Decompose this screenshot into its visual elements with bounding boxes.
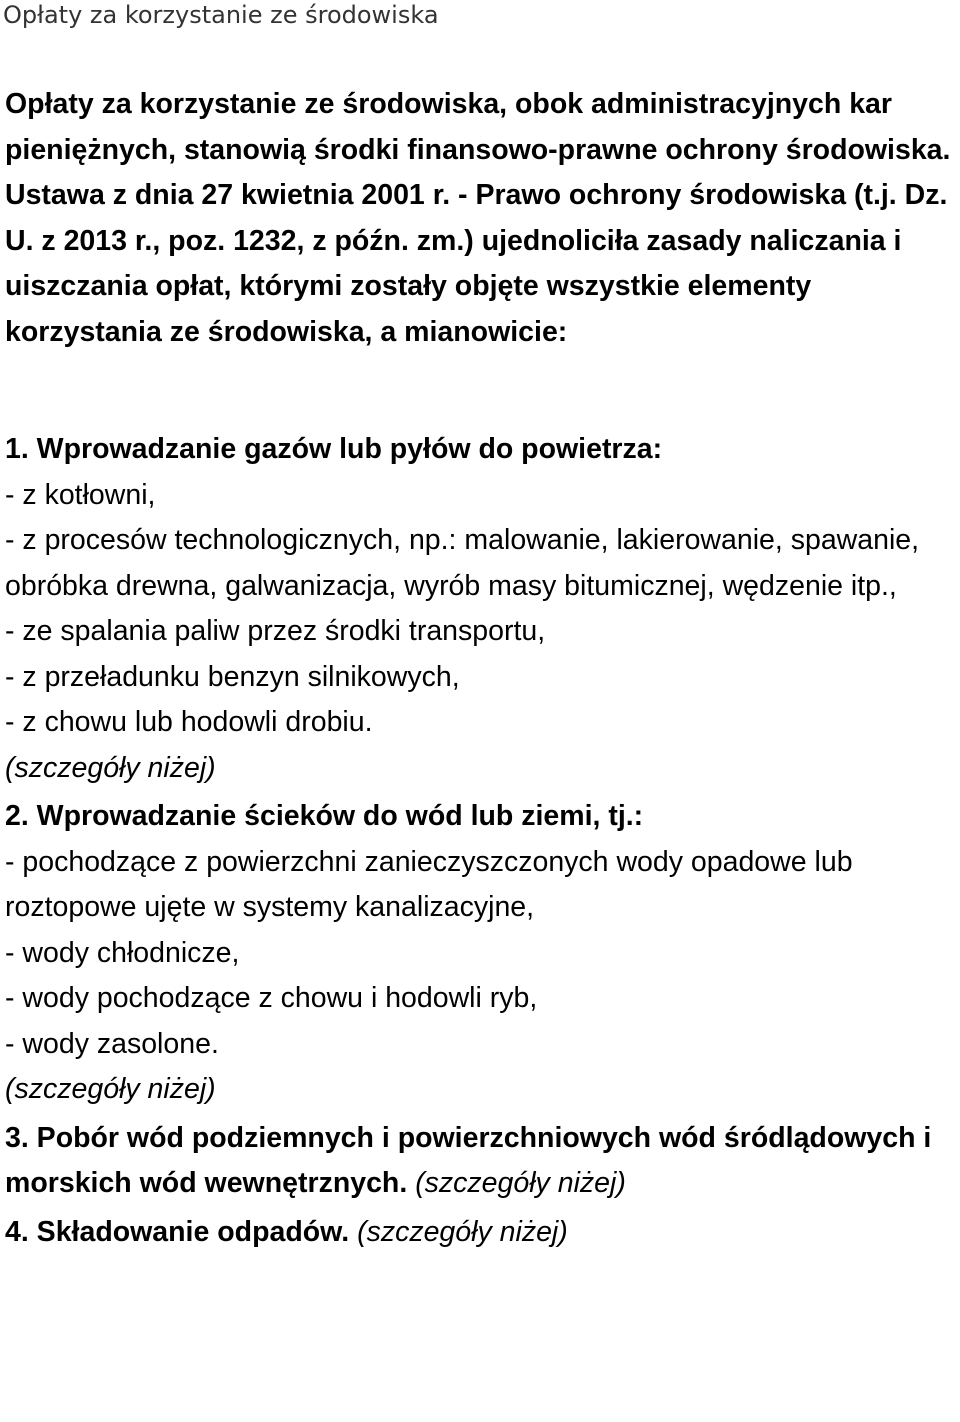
section-heading: 3. Pobór wód podziemnych i powierzchniowych wód śródlądowych i morskich wód wewnętrznych. [5, 1121, 932, 1199]
document-body [5, 82, 960, 1255]
intro-paragraph: Opłaty za korzystanie ze środowiska, obok administracyjnych kar pieniężnych, stanowią środki finansowo-prawne ochrony środowiska. Ustawa z dnia 27 kwietnia 2001 r. - Prawo ochrony środowiska (t.j. Dz. U. z 2013 r., poz. 1232, z późn. zm.) ujednoliciła zasady naliczania i uiszczania opłat, którymi zostały objęte wszystkie elementy korzystania ze środowiska, a mianowicie: [5, 88, 951, 348]
list-item: - wody zasolone. [5, 1027, 219, 1060]
list-item: - ze spalania paliw przez środki transportu, [5, 615, 546, 647]
list-item: - pochodzące z powierzchni zanieczyszczonych wody opadowe lub roztopowe ujęte w systemy kanalizacyjne, [5, 845, 853, 923]
details-link[interactable]: (szczegóły niżej) [5, 1073, 216, 1105]
details-link[interactable]: (szczegóły niżej) [5, 751, 216, 784]
section-heading: 2. Wprowadzanie ścieków do wód lub ziemi, tj.: [5, 800, 644, 832]
details-link[interactable]: (szczegóły niżej) [415, 1167, 626, 1199]
list-item: - z chowu lub hodowli drobiu. [5, 706, 373, 738]
details-link[interactable]: (szczegóły niżej) [357, 1215, 568, 1248]
list-item: - z procesów technologicznych, np.: malowanie, lakierowanie, spawanie, obróbka drewna, galwanizacja, wyrób masy bitumicznej, wędzenie itp., [5, 524, 920, 602]
list-item: - wody chłodnicze, [5, 936, 240, 969]
section-heading: 4. Składowanie odpadów. [5, 1215, 358, 1248]
list-item: - z przeładunku benzyn silnikowych, [5, 660, 460, 693]
section-wastewater [5, 794, 960, 1113]
section-air-emissions [5, 427, 960, 791]
list-item: - z kotłowni, [5, 478, 156, 511]
list-item: - wody pochodzące z chowu i hodowli ryb, [5, 982, 538, 1014]
section-water-intake [5, 1116, 960, 1207]
document-title: Opłaty za korzystanie ze środowiska [3, 1, 439, 29]
section-waste-storage [5, 1210, 960, 1256]
section-heading: 1. Wprowadzanie gazów lub pyłów do powietrza: [5, 433, 663, 465]
